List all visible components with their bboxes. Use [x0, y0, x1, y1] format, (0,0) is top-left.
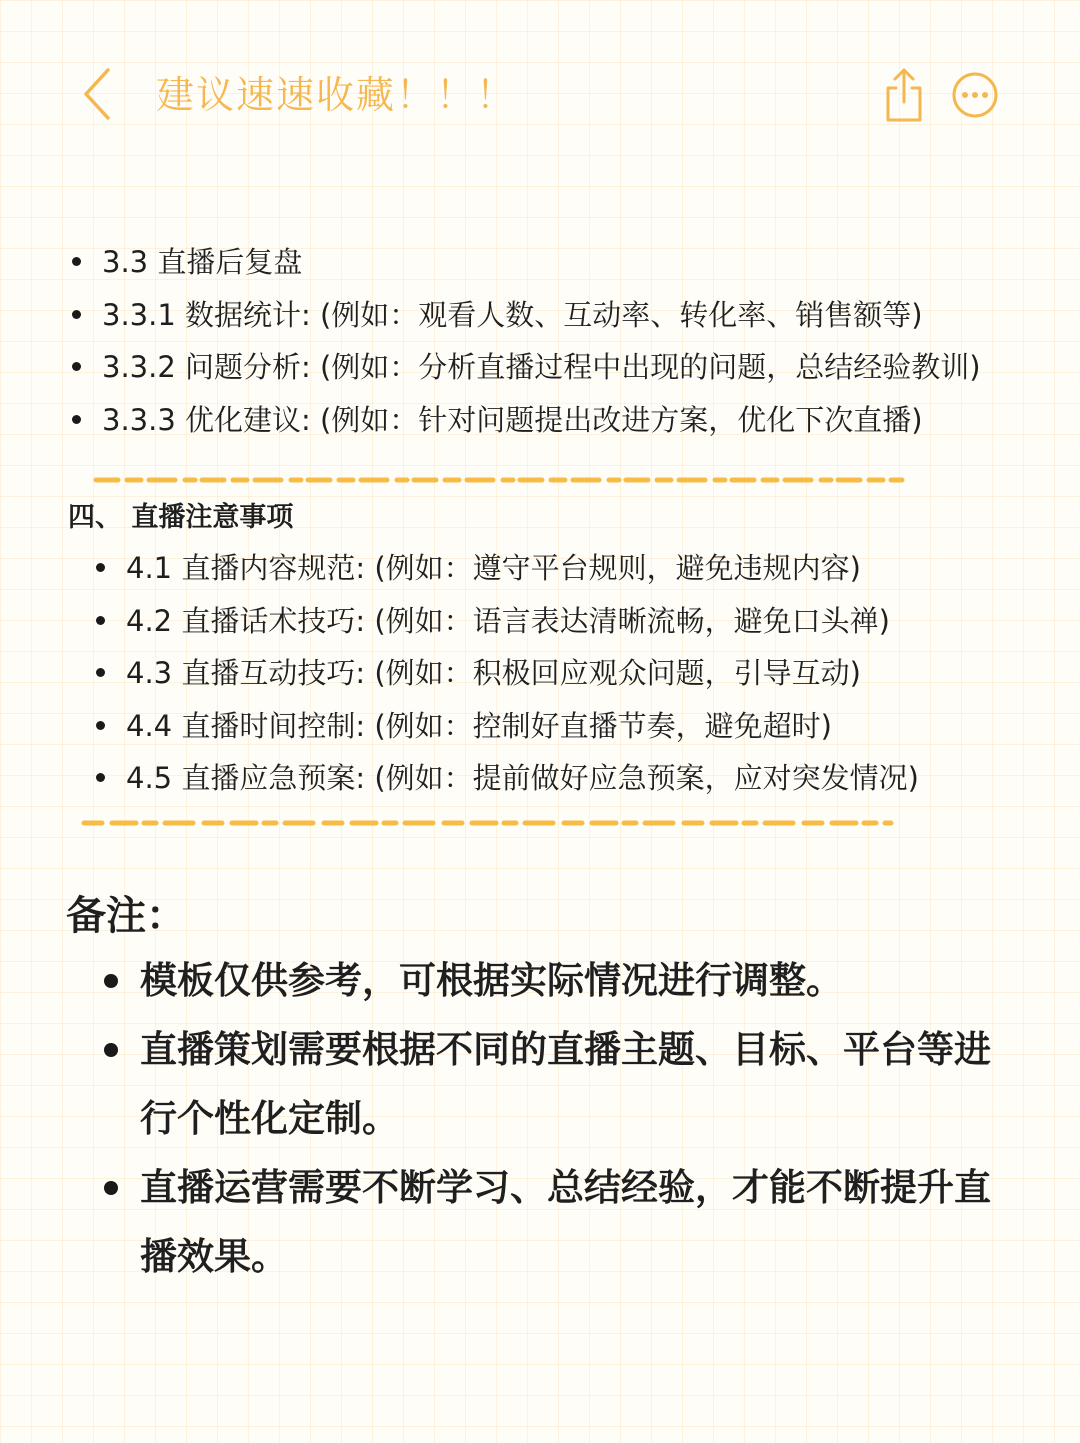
list-item: 3.3 直播后复盘 [102, 238, 981, 291]
list-item: 3.3.2 问题分析: (例如：分析直播过程中出现的问题，总结经验教训) [102, 343, 981, 396]
section4-heading: 四、 直播注意事项 [68, 502, 294, 533]
dashed-divider [92, 474, 906, 486]
list-item: 4.2 直播话术技巧: (例如：语言表达清晰流畅，避免口头禅) [126, 597, 919, 650]
list-item: 4.1 直播内容规范: (例如：遵守平台规则，避免违规内容) [126, 544, 919, 597]
list-item: 3.3.3 优化建议: (例如：针对问题提出改进方案，优化下次直播) [102, 396, 981, 449]
dashed-divider [80, 817, 895, 829]
section4-list [126, 544, 919, 807]
list-item: 4.3 直播互动技巧: (例如：积极回应观众问题，引导互动) [126, 649, 919, 702]
notes-title: 备注： [66, 893, 186, 939]
page-title: 建议速速收藏！！！ [156, 73, 517, 117]
more-button[interactable] [950, 70, 1000, 120]
list-item: 3.3.1 数据统计: (例如：观看人数、互动率、转化率、销售额等) [102, 291, 981, 344]
top-bar [0, 0, 1080, 190]
section3-list [102, 238, 981, 448]
notes-list [140, 946, 1020, 1291]
list-item: 4.4 直播时间控制: (例如：控制好直播节奏，避免超时) [126, 702, 919, 755]
note-item: 直播策划需要根据不同的直播主题、目标、平台等进行个性化定制。 [140, 1015, 1020, 1153]
note-item: 直播运营需要不断学习、总结经验，才能不断提升直播效果。 [140, 1153, 1020, 1291]
note-item: 模板仅供参考，可根据实际情况进行调整。 [140, 946, 1020, 1015]
more-horizontal-icon [950, 70, 1000, 120]
share-button[interactable] [880, 64, 928, 124]
list-item: 4.5 直播应急预案: (例如：提前做好应急预案，应对突发情况) [126, 754, 919, 807]
back-button[interactable] [72, 62, 132, 126]
chevron-left-icon [72, 62, 132, 126]
share-icon [880, 64, 928, 124]
